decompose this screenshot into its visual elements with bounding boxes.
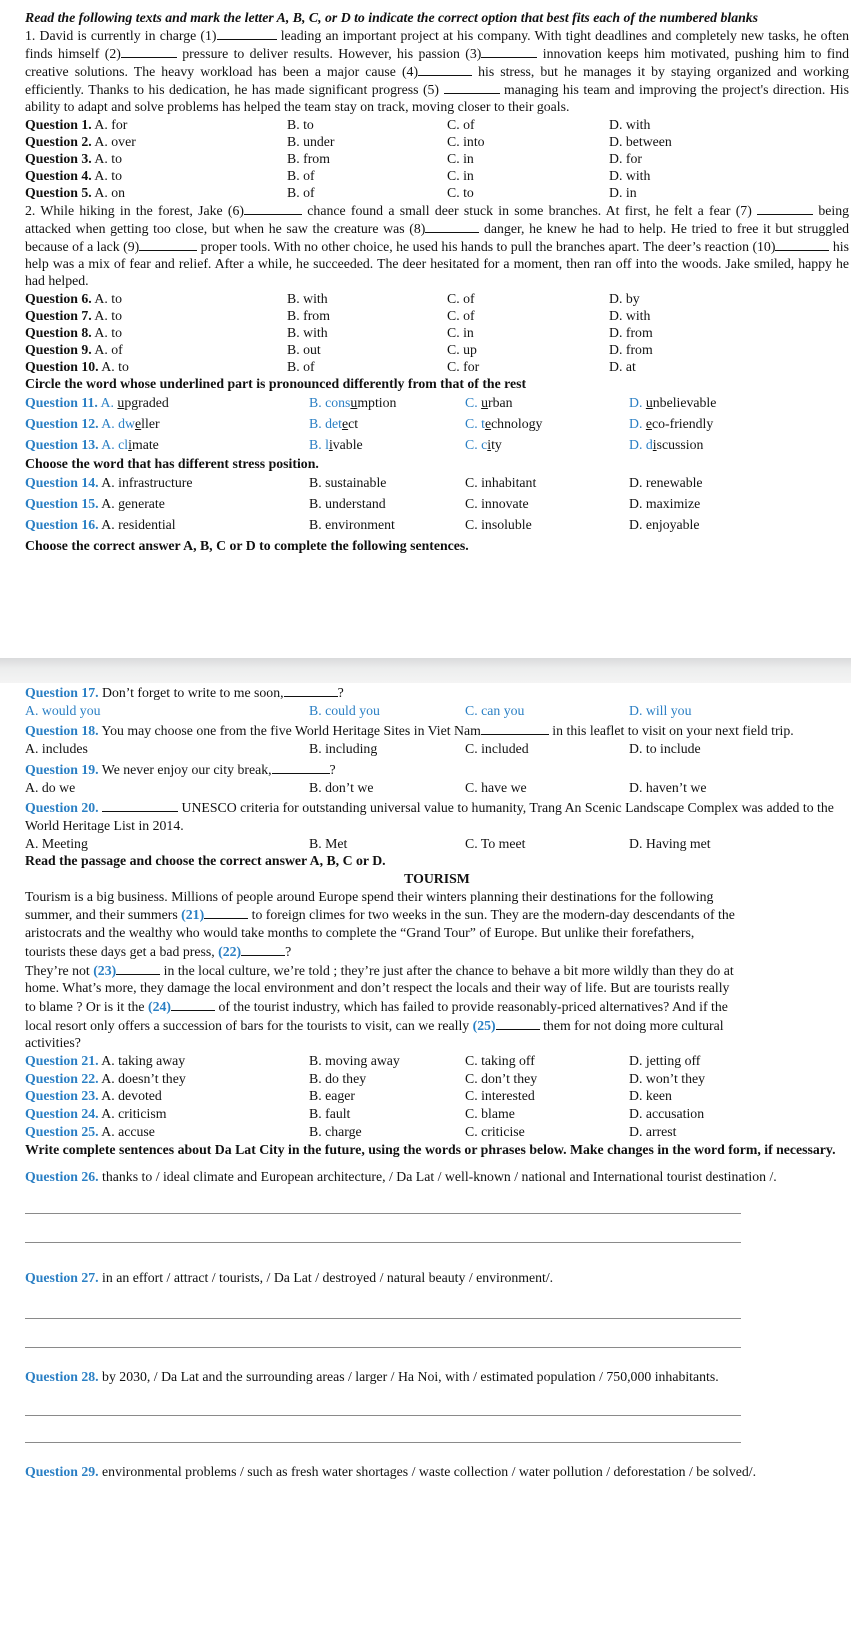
question-27: Question 27. in an effort / attract / tourists, / Da Lat / destroyed / natural beauty / environment/. bbox=[25, 1270, 554, 1286]
question-26: Question 26. thanks to / ideal climate and European architecture, / Da Lat / well-known / national and International tourist destination /. bbox=[25, 1169, 777, 1185]
question-17-options bbox=[25, 702, 849, 720]
option-c: C. innovate bbox=[465, 496, 529, 512]
option-a: Question 15. A. generate bbox=[25, 496, 165, 512]
question-row bbox=[25, 184, 849, 201]
option-a: Question 21. A. taking away bbox=[25, 1053, 186, 1069]
option-a: Question 5. A. on bbox=[25, 184, 126, 200]
question-19-options bbox=[25, 779, 849, 797]
question-row bbox=[25, 1087, 849, 1105]
option-c: C. to bbox=[447, 184, 474, 200]
option-b: B. Met bbox=[309, 835, 348, 851]
cloze-instruction: Read the following texts and mark the letter A, B, C, or D to indicate the correct option that best fits each of the numbered blanks bbox=[25, 10, 759, 25]
question-row bbox=[25, 307, 849, 324]
option-c: C. of bbox=[447, 290, 475, 306]
option-b: B. do they bbox=[309, 1070, 367, 1086]
option-a: Question 13. A. climate bbox=[25, 437, 159, 453]
question-row bbox=[25, 358, 849, 375]
questions-1-5 bbox=[25, 116, 849, 201]
option-d: D. accusation bbox=[629, 1106, 705, 1122]
question-29: Question 29. environmental problems / such as fresh water shortages / waste collection / water pollution / deforestation / be solved/. bbox=[25, 1464, 757, 1480]
option-c: C. in bbox=[447, 150, 474, 166]
sheet-2-content bbox=[25, 683, 849, 1484]
option-b: B. of bbox=[287, 184, 315, 200]
question-row bbox=[25, 150, 849, 167]
option-c: C. urban bbox=[465, 395, 513, 411]
option-b: B. consumption bbox=[309, 395, 397, 411]
question-row bbox=[25, 167, 849, 184]
option-b: B. moving away bbox=[309, 1053, 400, 1069]
question-row bbox=[25, 392, 849, 413]
question-row bbox=[25, 493, 849, 514]
option-a: A. includes bbox=[25, 741, 88, 757]
option-b: B. charge bbox=[309, 1123, 362, 1139]
option-c: C. have we bbox=[465, 779, 527, 795]
question-row bbox=[25, 472, 849, 493]
option-b: B. understand bbox=[309, 496, 386, 512]
answer-line[interactable] bbox=[25, 1347, 741, 1348]
option-a: Question 2. A. over bbox=[25, 133, 136, 149]
option-d: D. unbelievable bbox=[629, 395, 717, 411]
page-break bbox=[0, 658, 851, 683]
option-c: C. into bbox=[447, 133, 485, 149]
question-row bbox=[25, 1123, 849, 1141]
worksheet-sheet-1 bbox=[0, 0, 851, 658]
option-d: D. with bbox=[609, 307, 651, 323]
question-20-options bbox=[25, 835, 849, 853]
answer-line[interactable] bbox=[25, 1442, 741, 1443]
option-a: A. would you bbox=[25, 702, 101, 718]
sentence-instruction: Choose the correct answer A, B, C or D to complete the following sentences. bbox=[25, 538, 469, 554]
option-a: A. do we bbox=[25, 779, 76, 795]
option-b: B. fault bbox=[309, 1106, 351, 1122]
worksheet-sheet-2 bbox=[0, 683, 851, 1635]
option-c: C. included bbox=[465, 741, 529, 757]
option-b: B. including bbox=[309, 741, 378, 757]
option-c: C. interested bbox=[465, 1088, 535, 1104]
question-28: Question 28. by 2030, / Da Lat and the surrounding areas / larger / Ha Noi, with / estimated population / 750,000 inhabitants. bbox=[25, 1369, 719, 1385]
option-d: D. between bbox=[609, 133, 672, 149]
option-a: Question 14. A. infrastructure bbox=[25, 475, 193, 491]
question-19: Question 19. We never enjoy our city break, ? bbox=[25, 761, 336, 777]
option-b: B. with bbox=[287, 290, 328, 306]
option-c: C. up bbox=[447, 341, 477, 357]
stress-questions bbox=[25, 472, 849, 535]
writing-section bbox=[25, 1164, 849, 1484]
option-a: Question 3. A. to bbox=[25, 150, 123, 166]
option-b: B. don’t we bbox=[309, 779, 374, 795]
option-d: D. maximize bbox=[629, 496, 701, 512]
option-d: D. by bbox=[609, 290, 640, 306]
option-d: D. Having met bbox=[629, 835, 711, 851]
option-a: Question 16. A. residential bbox=[25, 517, 176, 533]
question-20: Question 20. UNESCO criteria for outstanding universal value to humanity, Trang An Scenic Landscape Complex was added to the World Heritage List in 2014. bbox=[25, 800, 834, 833]
option-b: B. from bbox=[287, 150, 330, 166]
option-a: Question 22. A. doesn’t they bbox=[25, 1070, 186, 1086]
writing-instruction: Write complete sentences about Da Lat City in the future, using the words or phrases below. Make changes in the word form, if necessary. bbox=[25, 1141, 836, 1157]
stress-instruction: Choose the word that has different stress position. bbox=[25, 456, 319, 472]
option-a: Question 23. A. devoted bbox=[25, 1088, 162, 1104]
option-a: Question 7. A. to bbox=[25, 307, 123, 323]
option-c: C. To meet bbox=[465, 835, 526, 851]
option-b: B. under bbox=[287, 133, 335, 149]
option-b: B. of bbox=[287, 167, 315, 183]
question-18-options bbox=[25, 740, 849, 758]
option-b: B. out bbox=[287, 341, 321, 357]
question-row bbox=[25, 514, 849, 535]
option-d: D. at bbox=[609, 358, 636, 374]
question-row bbox=[25, 324, 849, 341]
passage-2: 2. While hiking in the forest, Jake (6) chance found a small deer stuck in some branches. At first, he felt a fear (7) being attacked when getting too close, but when he saw the creature was (8) danger, he knew he had to help. He tried to free it but struggled because of a lack (9) proper tools. With no other choice, he used his hands to pull the branches apart. The deer’s reaction (10) his help was a mix of fear and relief. After a while, he succeeded. The deer hesitated for a moment, then ran off into the woods. Jake smiled, happy he had helped. bbox=[25, 203, 849, 289]
option-a: Question 24. A. criticism bbox=[25, 1106, 167, 1122]
option-d: D. to include bbox=[629, 741, 701, 757]
option-a: Question 1. A. for bbox=[25, 116, 128, 132]
option-b: B. with bbox=[287, 324, 328, 340]
question-row bbox=[25, 1105, 849, 1123]
option-b: B. sustainable bbox=[309, 475, 387, 491]
option-a: Question 12. A. dweller bbox=[25, 416, 160, 432]
option-c: C. in bbox=[447, 167, 474, 183]
question-18: Question 18. You may choose one from the five World Heritage Sites in Viet Nam in this leaflet to visit on your next field trip. bbox=[25, 723, 794, 739]
answer-line[interactable] bbox=[25, 1242, 741, 1243]
option-a: Question 9. A. of bbox=[25, 341, 123, 357]
option-c: C. in bbox=[447, 324, 474, 340]
question-row bbox=[25, 341, 849, 358]
tourism-passage: Tourism is a big business. Millions of people around Europe spend their winters planning their destinations for the following summer, and their summers (21) to foreign climes for two weeks in the sun. They are the modern-day descendants of the aristocrats and the wealthy who would take months to complete the “Grand Tour” of Europe. But unlike their forefathers, tourists these days get a bad press, (22) ? They’re not (23) in the local culture, we’re told ; they’re just after the chance to behave a bit more wildly than they do at home. What’s more, they damage the local environment and don’t respect the locals and their way of life. But are tourists really to blame ? Or is it the (24) of the tourist industry, which has failed to provide reasonably-priced alternatives? And if the local resort only offers a succession of bars for the tourists to visit, can we really (25) them for not doing more cultural activities? bbox=[25, 888, 735, 1051]
option-c: C. criticise bbox=[465, 1123, 525, 1139]
pronunciation-instruction: Circle the word whose underlined part is pronounced differently from that of the rest bbox=[25, 375, 527, 391]
option-c: C. insoluble bbox=[465, 517, 532, 533]
option-d: D. renewable bbox=[629, 475, 703, 491]
passage-1: 1. David is currently in charge (1) leading an important project at his company. With tight deadlines and completely new tasks, he often finds himself (2) pressure to deliver results. However, his passion (3) innovation keeps him motivated, pushing him to find creative solutions. The heavy workload has been a major cause (4) his stress, but he manages it by staying organized and working efficiently. Thanks to his dedication, he has made significant progress (5) managing his team and improving the project's direction. His ability to adapt and solve problems has helped the team stay on track, moving closer to their goals. bbox=[25, 28, 849, 115]
option-d: D. enjoyable bbox=[629, 517, 700, 533]
option-d: D. from bbox=[609, 324, 653, 340]
option-c: C. technology bbox=[465, 416, 543, 432]
option-d: D. won’t they bbox=[629, 1070, 706, 1086]
option-d: D. jetting off bbox=[629, 1053, 701, 1069]
option-b: B. eager bbox=[309, 1088, 355, 1104]
option-d: D. arrest bbox=[629, 1123, 677, 1139]
option-d: D. discussion bbox=[629, 437, 704, 453]
option-c: C. for bbox=[447, 358, 480, 374]
option-d: D. will you bbox=[629, 702, 692, 718]
option-c: C. can you bbox=[465, 702, 525, 718]
option-a: A. Meeting bbox=[25, 835, 88, 851]
question-row bbox=[25, 133, 849, 150]
questions-6-10 bbox=[25, 290, 849, 375]
option-c: C. inhabitant bbox=[465, 475, 537, 491]
option-d: D. eco-friendly bbox=[629, 416, 714, 432]
passage-title: TOURISM bbox=[404, 871, 470, 887]
option-c: C. of bbox=[447, 307, 475, 323]
option-c: C. blame bbox=[465, 1106, 515, 1122]
option-d: D. with bbox=[609, 167, 651, 183]
option-c: C. taking off bbox=[465, 1053, 535, 1069]
option-a: Question 8. A. to bbox=[25, 324, 123, 340]
option-c: C. of bbox=[447, 116, 475, 132]
option-b: B. detect bbox=[309, 416, 359, 432]
option-d: D. haven’t we bbox=[629, 779, 707, 795]
option-b: B. environment bbox=[309, 517, 395, 533]
option-d: D. from bbox=[609, 341, 653, 357]
option-a: Question 6. A. to bbox=[25, 290, 123, 306]
question-row bbox=[25, 290, 849, 307]
option-c: C. don’t they bbox=[465, 1070, 538, 1086]
passage-instruction: Read the passage and choose the correct answer A, B, C or D. bbox=[25, 853, 386, 869]
option-d: D. with bbox=[609, 116, 651, 132]
option-b: B. to bbox=[287, 116, 314, 132]
question-17: Question 17. Don’t forget to write to me soon, ? bbox=[25, 685, 344, 700]
pronunciation-questions bbox=[25, 392, 849, 455]
option-c: C. city bbox=[465, 437, 502, 453]
question-row bbox=[25, 1070, 849, 1088]
passage-questions bbox=[25, 1052, 849, 1141]
sheet-1-content bbox=[25, 9, 849, 554]
option-a: Question 4. A. to bbox=[25, 167, 123, 183]
option-d: D. in bbox=[609, 184, 637, 200]
option-a: Question 11. A. upgraded bbox=[25, 395, 169, 411]
option-a: Question 25. A. accuse bbox=[25, 1123, 155, 1139]
option-d: D. for bbox=[609, 150, 642, 166]
question-row bbox=[25, 413, 849, 434]
option-b: B. livable bbox=[309, 437, 363, 453]
question-row bbox=[25, 434, 849, 455]
option-a: Question 10. A. to bbox=[25, 358, 129, 374]
question-row bbox=[25, 1052, 849, 1070]
option-d: D. keen bbox=[629, 1088, 672, 1104]
question-row bbox=[25, 116, 849, 133]
option-b: B. could you bbox=[309, 702, 380, 718]
option-b: B. from bbox=[287, 307, 330, 323]
option-b: B. of bbox=[287, 358, 315, 374]
